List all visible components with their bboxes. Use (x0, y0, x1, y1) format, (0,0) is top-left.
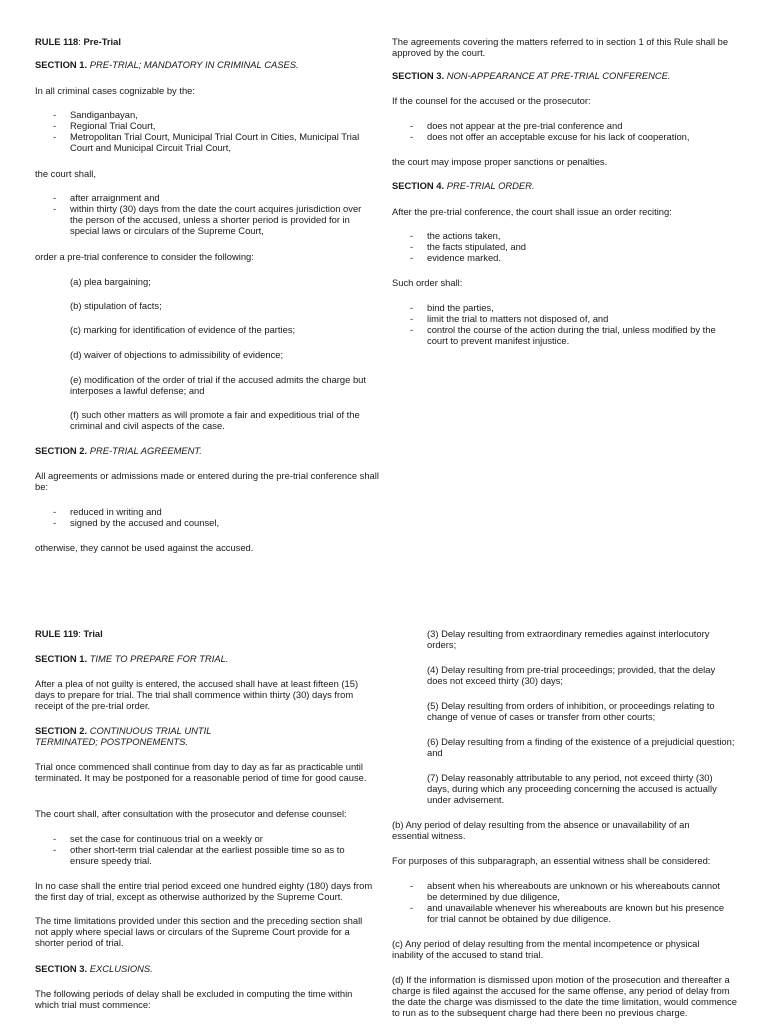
list-item: - other short-term trial calendar at the earliest possible time so as to ensure speedy trial. (53, 844, 345, 866)
list-item: (3) Delay resulting from extraordinary remedies against interlocutory orders; (427, 628, 710, 650)
rule118-s3-list (410, 120, 732, 142)
list-item: - bind the parties, (410, 302, 494, 313)
rule119-s2-p2: The court shall, after consultation with the prosecutor and defense counsel: (35, 808, 347, 819)
rule118-s3-heading: SECTION 3. NON-APPEARANCE AT PRE-TRIAL CONFERENCE. (392, 70, 671, 81)
list-item: - after arraignment and (53, 192, 160, 203)
list-item: - does not appear at the pre-trial conference and (410, 120, 623, 131)
list-item: (c) marking for identification of evidence of the parties; (70, 324, 296, 335)
rule119-heading: RULE 119: Trial (35, 628, 103, 639)
list-item: (b) stipulation of facts; (70, 300, 162, 311)
rule119-witness-list (410, 880, 732, 924)
list-item: - Metropolitan Trial Court, Municipal Trial Court in Cities, Municipal Trial Court and Municipal Circuit Trial Court, (53, 131, 360, 153)
rule118-s4-intro: After the pre-trial conference, the court shall issue an order reciting: (392, 206, 672, 217)
list-item: (f) such other matters as will promote a fair and expeditious trial of the criminal and civil aspects of the case. (70, 409, 360, 431)
list-item: (d) waiver of objections to admissibility of evidence; (70, 349, 284, 360)
rule118-heading: RULE 118: Pre-Trial (35, 36, 121, 47)
rule118-s4-shall: Such order shall: (392, 277, 463, 288)
rule118-s2-intro: All agreements or admissions made or entered during the pre-trial conference shall be: (35, 470, 379, 492)
rule118-court-shall: the court shall, (35, 168, 96, 179)
list-item: (a) plea bargaining; (70, 276, 151, 287)
list-item: - Regional Trial Court, (53, 120, 156, 131)
rule118-courts-list (53, 109, 375, 153)
rule119-purposes: For purposes of this subparagraph, an essential witness shall be considered: (392, 855, 711, 866)
list-item: (7) Delay reasonably attributable to any period, not exceed thirty (30) days, during which any proceeding concerning the accused is actually under advisement. (427, 772, 717, 805)
rule118-order-text: order a pre-trial conference to consider the following: (35, 251, 254, 262)
list-item: - the facts stipulated, and (410, 241, 527, 252)
list-item: - absent when his whereabouts are unknown or his whereabouts cannot be determined by due diligence, (410, 880, 720, 902)
rule119-s2-list (53, 833, 375, 866)
rule118-s2-heading: SECTION 2. PRE-TRIAL AGREEMENT. (35, 445, 202, 456)
rule118-s2-end: otherwise, they cannot be used against the accused. (35, 542, 254, 553)
rule118-s2-list (53, 506, 375, 528)
rule118-s4-list2 (410, 302, 732, 346)
list-item: - does not offer an acceptable excuse for his lack of cooperation, (410, 131, 690, 142)
rule119-s3-heading: SECTION 3. EXCLUSIONS. (35, 963, 153, 974)
list-item: - limit the trial to matters not disposed of, and (410, 313, 609, 324)
rule119-s2-p3: In no case shall the entire trial period exceed one hundred eighty (180) days from the first day of trial, except as otherwise authorized by the Supreme Court. (35, 880, 373, 902)
list-item: - Sandiganbayan, (53, 109, 138, 120)
list-item: (5) Delay resulting from orders of inhibition, or proceedings relating to change of venue of cases or transfer from other courts; (427, 700, 715, 722)
list-item: (4) Delay resulting from pre-trial proceedings; provided, that the delay does not exceed thirty (30) days; (427, 664, 716, 686)
rule118-s2-continuation: The agreements covering the matters referred to in section 1 of this Rule shall be approved by the court. (392, 36, 729, 58)
list-item: - reduced in writing and (53, 506, 162, 517)
list-item: - set the case for continuous trial on a weekly or (53, 833, 263, 844)
rule119-b-text: (b) Any period of delay resulting from the absence or unavailability of an essential witness. (392, 819, 690, 841)
list-item: - evidence marked. (410, 252, 501, 263)
rule119-s1-text: After a plea of not guilty is entered, the accused shall have at least fifteen (15) days to prepare for trial. The trial shall commence within thirty (30) days from receipt of the pre-trial order. (35, 678, 359, 711)
list-item: - and unavailable whenever his whereabouts are known but his presence for trial cannot be obtained by due diligence. (410, 902, 725, 924)
rule118-s4-list (410, 230, 732, 263)
rule119-s2-p4: The time limitations provided under this section and the preceding section shall not apply where special laws or circulars of the Supreme Court provide for a shorter period of trial. (35, 915, 363, 948)
rule119-s1-heading: SECTION 1. TIME TO PREPARE FOR TRIAL. (35, 653, 229, 664)
rule118-s1-intro: In all criminal cases cognizable by the: (35, 85, 195, 96)
rule118-s4-heading: SECTION 4. PRE-TRIAL ORDER. (392, 180, 535, 191)
rule118-s3-intro: If the counsel for the accused or the prosecutor: (392, 95, 591, 106)
list-item: - signed by the accused and counsel, (53, 517, 220, 528)
rule119-s2-heading: SECTION 2. CONTINUOUS TRIAL UNTIL TERMINATED; POSTPONEMENTS. (35, 725, 212, 747)
list-item: - the actions taken, (410, 230, 501, 241)
rule119-c-text: (c) Any period of delay resulting from the mental incompetence or physical inability of the accused to stand trial. (392, 938, 700, 960)
list-item: (e) modification of the order of trial if the accused admits the charge but interposes a lawful defense; and (70, 374, 366, 396)
rule119-s2-p1: Trial once commenced shall continue from day to day as far as practicable until terminated. It may be postponed for a reasonable period of time for good cause. (35, 761, 367, 783)
list-item: - control the course of the action during the trial, unless modified by the court to prevent manifest injustice. (410, 324, 716, 346)
rule119-s3-p1: The following periods of delay shall be excluded in computing the time within which trial must commence: (35, 988, 353, 1010)
list-item: (6) Delay resulting from a finding of the existence of a prejudicial question; and (427, 736, 735, 758)
list-item: - within thirty (30) days from the date the court acquires jurisdiction over the person of the accused, unless a shorter period is provided for in special laws or circulars of the Supreme Court, (53, 203, 362, 236)
rule118-timing-list (53, 192, 375, 236)
rule119-d-text: (d) If the information is dismissed upon motion of the prosecution and thereafter a charge is filed against the accused for the same offense, any period of delay from the date the charge was dismissed to the date the time limitation, would commence to run as to the subsequent charge had there been no previous charge. (392, 974, 737, 1018)
rule118-s1-heading: SECTION 1. PRE-TRIAL; MANDATORY IN CRIMINAL CASES. (35, 59, 299, 70)
rule118-s3-end: the court may impose proper sanctions or penalties. (392, 156, 608, 167)
